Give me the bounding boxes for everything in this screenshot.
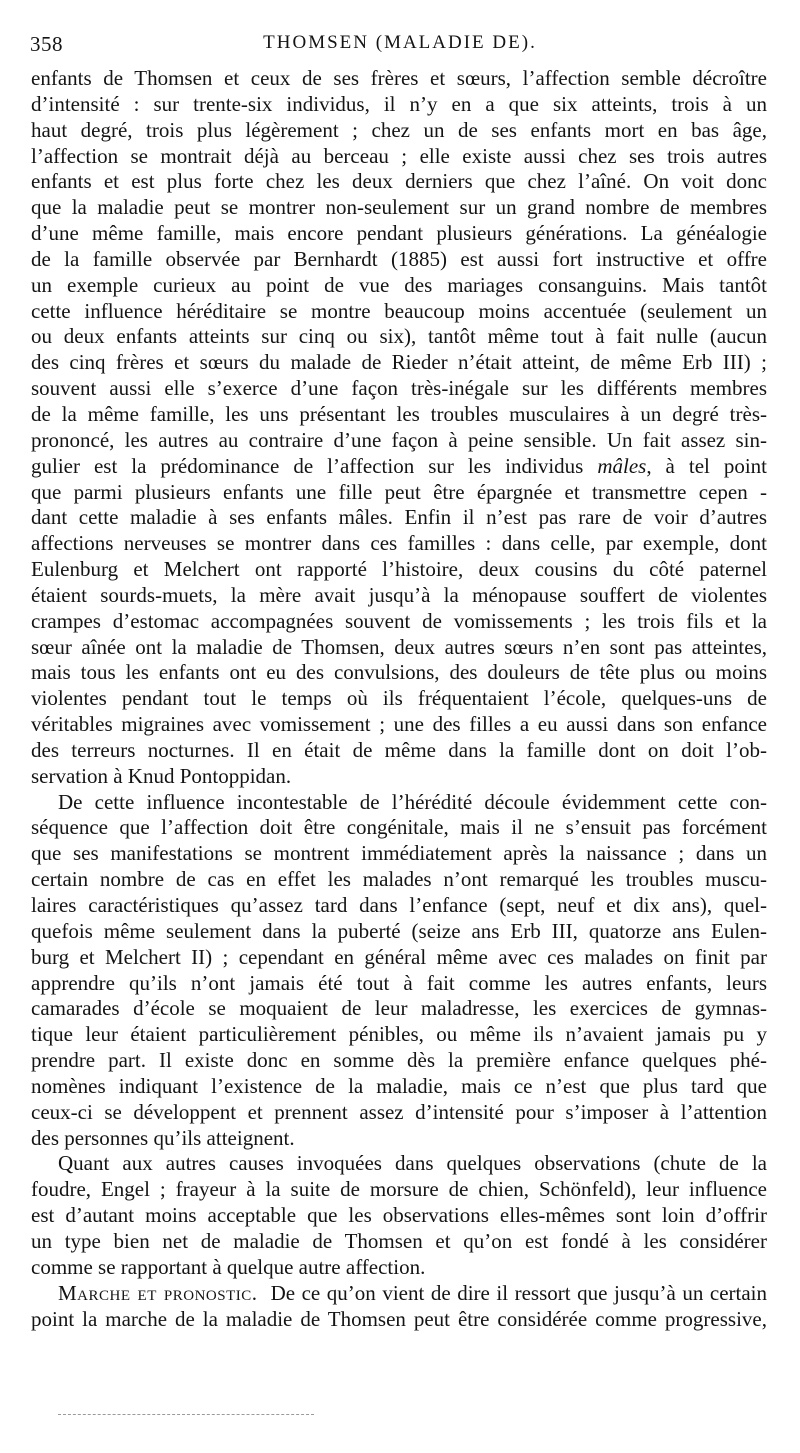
text-line: nomènes indiquant l’existence de la maladie, mais ce n’est que plus tard que [31, 1073, 767, 1098]
text-line: l’affection se montrait déjà au berceau ; elle existe aussi chez ses trois autres [31, 143, 767, 168]
body-text [31, 66, 767, 1332]
text-line: un type bien net de maladie de Thomsen et qu’on est fondé à les considérer [31, 1228, 767, 1253]
text-line: comme se rapportant à quelque autre affection. [31, 1254, 426, 1279]
text-line: prononcé, les autres au contraire d’une façon à peine sensible. Un fait assez sin- [31, 427, 767, 452]
text-line: quefois même seulement dans la puberté (seize ans Erb III, quatorze ans Eulen- [31, 918, 767, 943]
text-line: affections nerveuses se montrer dans ces familles : dans celle, par exemple, dont [31, 531, 767, 556]
text-line: des personnes qu’ils atteignent. [31, 1125, 295, 1150]
text-line: camarades d’école se moquaient de leur maladresse, les exercices de gymnas- [31, 996, 767, 1021]
text-line: tique leur étaient particulièrement pénibles, ou même ils n’avaient jamais pu y [31, 1022, 767, 1047]
text-line: certain nombre de cas en effet les malades n’ont remarqué les troubles muscu- [31, 867, 767, 892]
text-line: dant cette maladie à ses enfants mâles. Enfin il n’est pas rare de voir d’autres [31, 505, 767, 530]
text-line: Quant aux autres causes invoquées dans quelques observations (chute de la [58, 1151, 767, 1176]
footer-rule [58, 1414, 314, 1415]
text-line: que ses manifestations se montrent immédiatement après la naissance ; dans un [31, 841, 767, 866]
text-line: apprendre qu’ils n’ont jamais été tout à fait comme les autres enfants, leurs [31, 970, 767, 995]
text-line: mais tous les enfants ont eu des convulsions, des douleurs de tête plus ou moins [31, 660, 767, 685]
paragraph-other-causes [31, 1151, 767, 1280]
text-line: de la même famille, les uns présentant les troubles musculaires à un degré très- [31, 401, 767, 426]
emphasis: mâles [597, 453, 647, 478]
text-line: d’intensité : sur trente-six individus, il n’y en a que six atteints, trois à un [31, 91, 767, 116]
text-line: De cette influence incontestable de l’hérédité découle évidemment cette con- [58, 789, 767, 814]
section-heading: Marche et pronostic. [58, 1280, 258, 1305]
text-line: cette influence héréditaire se montre beaucoup moins accentuée (seulement un [31, 298, 767, 323]
text-line: des cinq frères et sœurs du malade de Rieder n’était atteint, de même Erb III) ; [31, 350, 767, 375]
text-line: gulier est la prédominance de l’affection sur les individus mâles, à tel point [31, 453, 768, 478]
text-line: foudre, Engel ; frayeur à la suite de morsure de chien, Schönfeld), leur influence [31, 1177, 767, 1202]
running-title: THOMSEN (MALADIE DE). [263, 32, 537, 53]
text-line: servation à Knud Pontoppidan. [31, 763, 292, 788]
text-line: enfants de Thomsen et ceux de ses frères et sœurs, l’affection semble décroître [31, 66, 767, 90]
text-line: violentes pendant tout le temps où ils fréquentaient l’école, quelques-uns de [31, 686, 767, 711]
text-line: haut degré, trois plus légèrement ; chez un de ses enfants mort en bas âge, [31, 117, 767, 142]
text-line: un exemple curieux au point de vue des mariages consanguins. Mais tantôt [31, 272, 767, 297]
text-line-content: De ce qu’on vient de dire il ressort que jusqu’à un certain [270, 1280, 767, 1305]
text-line: prendre part. Il existe donc en somme dès la première enfance quelques phé- [31, 1048, 767, 1073]
text-line: crampes d’estomac accompagnées souvent de vomissements ; les trois fils et la [31, 608, 767, 633]
text-line: que la maladie peut se montrer non-seulement sur un grand nombre de membres [31, 195, 767, 220]
text-line: enfants et est plus forte chez les deux derniers que chez l’aîné. On voit donc [31, 169, 767, 194]
text-line: des terreurs nocturnes. Il en était de même dans la famille dont on doit l’ob- [31, 737, 767, 762]
text-line: d’une même famille, mais encore pendant plusieurs générations. La généalogie [31, 221, 767, 246]
text-line: point la marche de la maladie de Thomsen peut être considérée comme progressive, [31, 1306, 767, 1331]
text-line: burg et Melchert II) ; cependant en général même avec ces malades on finit par [31, 944, 767, 969]
text-line: est d’autant moins acceptable que les observations elles-mêmes sont loin d’offrir [31, 1203, 767, 1228]
text-line: sœur aînée ont la maladie de Thomsen, deux autres sœurs n’en sont pas atteintes, [31, 634, 767, 659]
paragraph-marche-pronostic [31, 1281, 767, 1333]
text-line: ou deux enfants atteints sur cinq ou six), tantôt même tout à fait nulle (aucun [31, 324, 767, 349]
paragraph-heredity [31, 66, 767, 790]
text-line: que parmi plusieurs enfants une fille peut être épargnée et transmettre cepen - [31, 479, 767, 504]
paragraph-congenital [31, 790, 767, 1152]
text-line: laires caractéristiques qu’assez tard dans l’enfance (sept, neuf et dix ans), quel- [31, 893, 767, 917]
text-line: souvent aussi elle s’exerce d’une façon très-inégale sur les différents membres [31, 376, 767, 401]
text-line: Eulenburg et Melchert ont rapporté l’histoire, deux cousins du côté paternel [31, 557, 767, 582]
text-line: de la famille observée par Bernhardt (1885) est aussi fort instructive et offre [31, 246, 767, 271]
running-head [30, 30, 770, 58]
text-line: étaient sourds-muets, la mère avait jusqu’à la ménopause souffert de violentes [31, 582, 767, 607]
text-line [31, 1281, 767, 1307]
page-number: 358 [30, 32, 63, 56]
text-line: séquence que l’affection doit être congénitale, mais il ne s’ensuit pas forcément [31, 815, 767, 840]
text-line: véritables migraines avec vomissement ; une des filles a eu aussi dans son enfance [31, 712, 767, 737]
text-line: ceux-ci se développent et prennent assez d’intensité pour s’imposer à l’attention [31, 1099, 767, 1124]
